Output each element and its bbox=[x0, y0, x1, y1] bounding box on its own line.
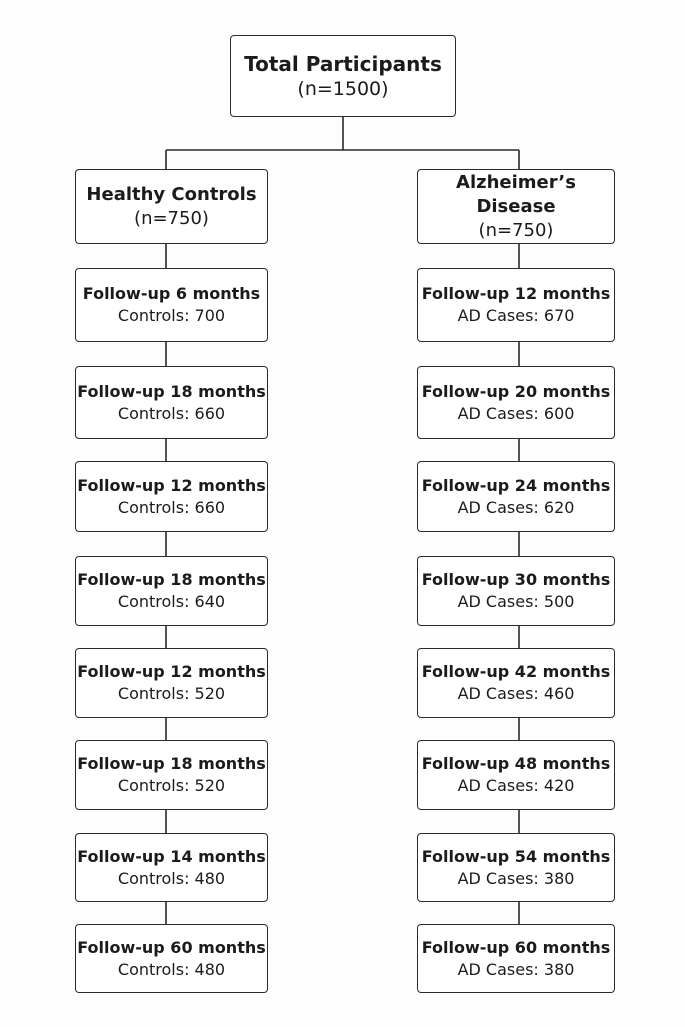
followup-count: AD Cases: 420 bbox=[457, 776, 575, 795]
followup-label: Follow-up 18 months bbox=[77, 570, 266, 589]
followup-label: Follow-up 60 months bbox=[77, 937, 266, 957]
followup-label: Follow-up 60 months bbox=[421, 937, 611, 957]
followup-label: Follow-up 30 months bbox=[421, 570, 611, 589]
ad-followup-box bbox=[417, 740, 615, 810]
followup-count: AD Cases: 500 bbox=[457, 592, 575, 611]
followup-label: Follow-up 48 months bbox=[421, 754, 611, 773]
total-participants-box bbox=[230, 35, 456, 117]
followup-count: Controls: 660 bbox=[117, 403, 226, 423]
ad-followup-box bbox=[417, 648, 615, 718]
controls-followup-box bbox=[75, 740, 268, 810]
ad-followup-box bbox=[417, 268, 615, 342]
followup-count: AD Cases: 600 bbox=[457, 403, 575, 423]
controls-followup-box bbox=[75, 648, 268, 718]
ad-followup-box bbox=[417, 556, 615, 626]
followup-label: Follow-up 6 months bbox=[82, 284, 261, 303]
followup-count: AD Cases: 380 bbox=[457, 959, 575, 979]
alzheimers-disease-box bbox=[417, 169, 615, 244]
controls-followup-box bbox=[75, 833, 268, 902]
followup-label: Follow-up 42 months bbox=[421, 662, 611, 681]
followup-count: Controls: 480 bbox=[117, 959, 226, 979]
followup-label: Follow-up 12 months bbox=[77, 475, 266, 495]
followup-count: Controls: 520 bbox=[117, 776, 226, 795]
ad-followup-box bbox=[417, 833, 615, 902]
followup-count: AD Cases: 460 bbox=[457, 684, 575, 703]
controls-followup-box bbox=[75, 461, 268, 532]
followup-label: Follow-up 18 months bbox=[77, 381, 266, 401]
controls-followup-box bbox=[75, 268, 268, 342]
healthy-controls-count: (n=750) bbox=[134, 207, 209, 229]
ad-followup-box bbox=[417, 924, 615, 993]
followup-count: Controls: 520 bbox=[117, 684, 226, 703]
controls-followup-box bbox=[75, 924, 268, 993]
followup-count: Controls: 480 bbox=[117, 868, 226, 888]
followup-count: Controls: 660 bbox=[117, 497, 226, 517]
followup-count: Controls: 700 bbox=[117, 306, 226, 325]
alzheimers-disease-count: (n=750) bbox=[478, 219, 554, 241]
followup-label: Follow-up 54 months bbox=[421, 846, 611, 866]
followup-count: AD Cases: 380 bbox=[457, 868, 575, 888]
followup-label: Follow-up 12 months bbox=[77, 662, 266, 681]
total-participants-count: (n=1500) bbox=[297, 78, 389, 100]
ad-followup-box bbox=[417, 461, 615, 532]
followup-label: Follow-up 12 months bbox=[421, 284, 611, 303]
followup-count: AD Cases: 670 bbox=[457, 306, 575, 325]
followup-count: Controls: 640 bbox=[117, 592, 226, 611]
healthy-controls-title: Healthy Controls bbox=[86, 183, 257, 205]
followup-label: Follow-up 24 months bbox=[421, 475, 611, 495]
followup-label: Follow-up 14 months bbox=[77, 846, 266, 866]
controls-followup-box bbox=[75, 366, 268, 439]
followup-count: AD Cases: 620 bbox=[457, 497, 575, 517]
followup-label: Follow-up 18 months bbox=[77, 754, 266, 773]
ad-followup-box bbox=[417, 366, 615, 439]
healthy-controls-box bbox=[75, 169, 268, 244]
alzheimers-disease-title: Alzheimer’s Disease bbox=[456, 171, 576, 217]
followup-label: Follow-up 20 months bbox=[421, 381, 611, 401]
total-participants-title: Total Participants bbox=[244, 52, 442, 76]
controls-followup-box bbox=[75, 556, 268, 626]
